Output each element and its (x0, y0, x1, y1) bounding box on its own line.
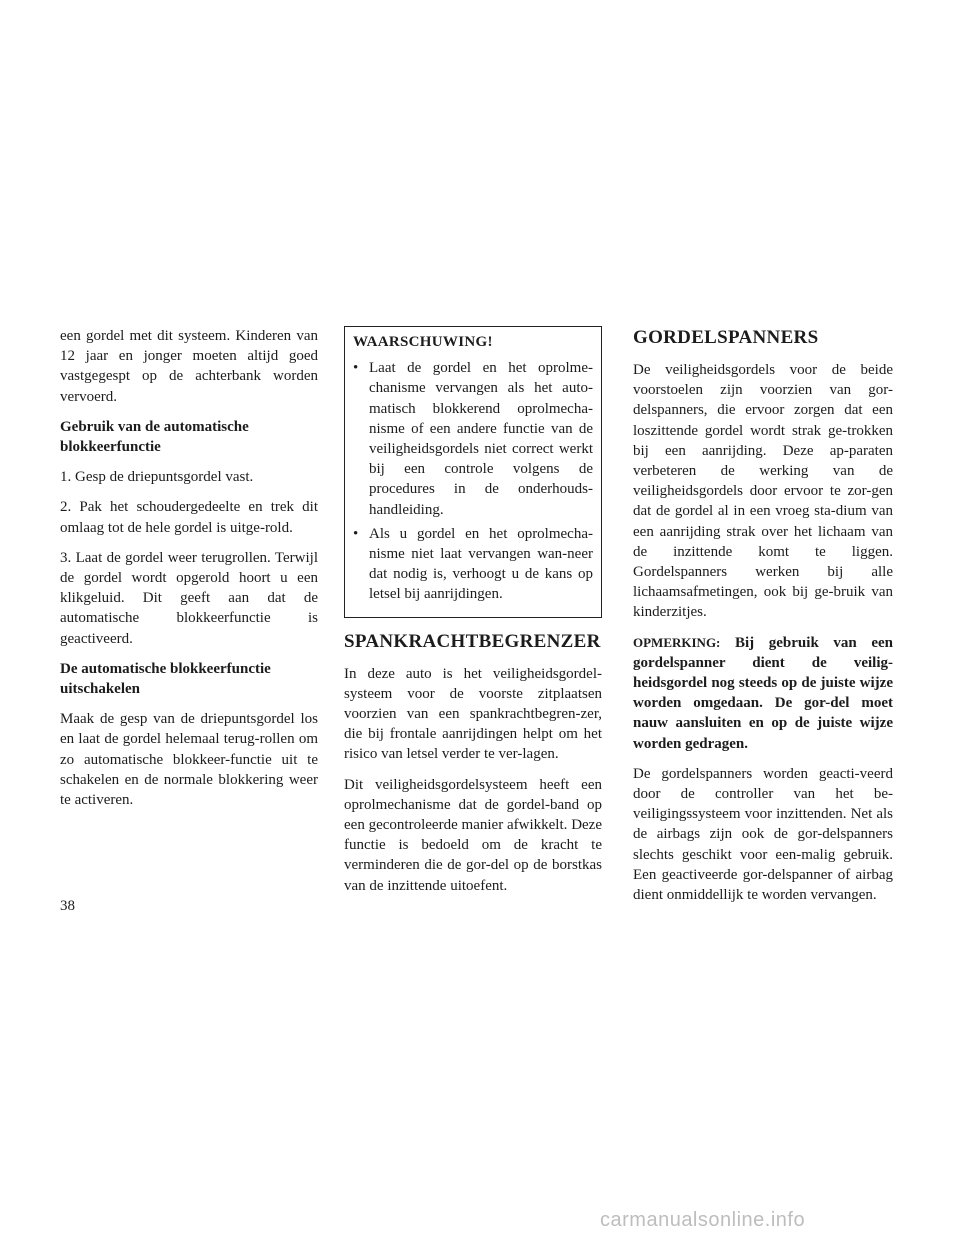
paragraph: In deze auto is het veiligheidsgordel-systeem voor de voorste zitplaatsen voorzien van een spankrachtbegren-zer, die bij frontale aanrijdingen helpt om het risico van letsel verder te ver-lagen. (344, 665, 602, 763)
paragraph: De veiligheidsgordels voor de beide voorstoelen zijn voorzien van gor-delspanners, die ervoor zorgen dat een loszittende gordel wordt strak ge-trokken bij een aanrijding. Deze ap-paraten verbeteren de werking van de veiligheidsgordels door ervoor te zor-gen dat de gordel al in een vroeg sta-dium van een aanrijding strak over het lichaam van de inzittende komt te liggen. Gordelspanners werken bij alle lichaamsafmetingen, ook bij ge-bruik van kinderzitjes. (633, 362, 893, 621)
column-right (633, 326, 893, 915)
page-number: 38 (60, 898, 75, 914)
subheading-auto-lock: Gebruik van de automatische blokkeerfunctie (60, 418, 249, 456)
warning-item: • Als u gordel en het oprolmecha-nisme niet laat vervangen wan-neer dat nodig is, verhoogt u de kans op letsel bij aanrijdingen. (353, 524, 593, 605)
note-paragraph (633, 633, 893, 754)
paragraph: een gordel met dit systeem. Kinderen van 12 jaar en jonger moeten altijd goed vastgegespt op de achterbank worden vervoerd. (60, 328, 318, 405)
paragraph: De gordelspanners worden geacti-veerd door de controller van het be-veiligingssysteem voor inzittenden. Net als de airbags zijn ook de gor-delspanners slechts geschikt voor een-malig gebruik. Een geactiveerde gor-delspanner of airbag dient onmiddellijk te worden vervangen. (633, 765, 893, 904)
step-3: 3. Laat de gordel weer terugrollen. Terwijl de gordel wordt opgerold hoort u een klikgeluid. Dit geeft aan dat de automatische blokkeerfunctie is geactiveerd. (60, 549, 318, 647)
column-left (60, 326, 318, 820)
column-middle (344, 326, 602, 906)
step-1: 1. Gesp de driepuntsgordel vast. (60, 469, 254, 486)
step-2: 2. Pak het schoudergedeelte en trek dit omlaag tot de hele gordel is uitge-rold. (60, 499, 318, 536)
warning-title: WAARSCHUWING! (353, 334, 493, 350)
paragraph: Maak de gesp van de driepuntsgordel los en laat de gordel helemaal terug-rollen om zo automatische blokkeer-functie uit te schakelen en de normale blokkering weer te activeren. (60, 711, 318, 809)
paragraph: Dit veiligheidsgordelsysteem heeft een oprolmechanisme dat de gordel-band op een gecontroleerde manier afwikkelt. Deze functie is bedoeld om de kracht te verminderen die de gor-del op de borstkas van de inzittende uitoefent. (344, 776, 602, 894)
warning-list (353, 358, 593, 604)
note-text: Bij gebruik van een gordelspanner dient de veilig-heidsgordel nog steeds op de juiste wijze worden omgedaan. De gor-del moet nauw aansluiten en op de juiste wijze worden gedragen. (633, 634, 893, 752)
section-heading-spankrachtbegrenzer: SPANKRACHTBEGRENZER (344, 630, 601, 652)
note-label: OPMERKING: (633, 634, 721, 650)
watermark: carmanualsonline.info (600, 1209, 806, 1231)
warning-box (344, 326, 602, 618)
subheading-disable-auto-lock: De automatische blokkeerfunctie uitschakelen (60, 660, 271, 698)
section-heading-gordelspanners: GORDELSPANNERS (633, 327, 819, 348)
warning-item: • Laat de gordel en het oprolme-chanisme vervangen als het auto-matisch blokkerend oprolmecha-nisme of een andere functie van de veiligheidsgordels niet correct werkt bij een controle volgens de procedures in de onderhouds-handleiding. (353, 358, 593, 520)
